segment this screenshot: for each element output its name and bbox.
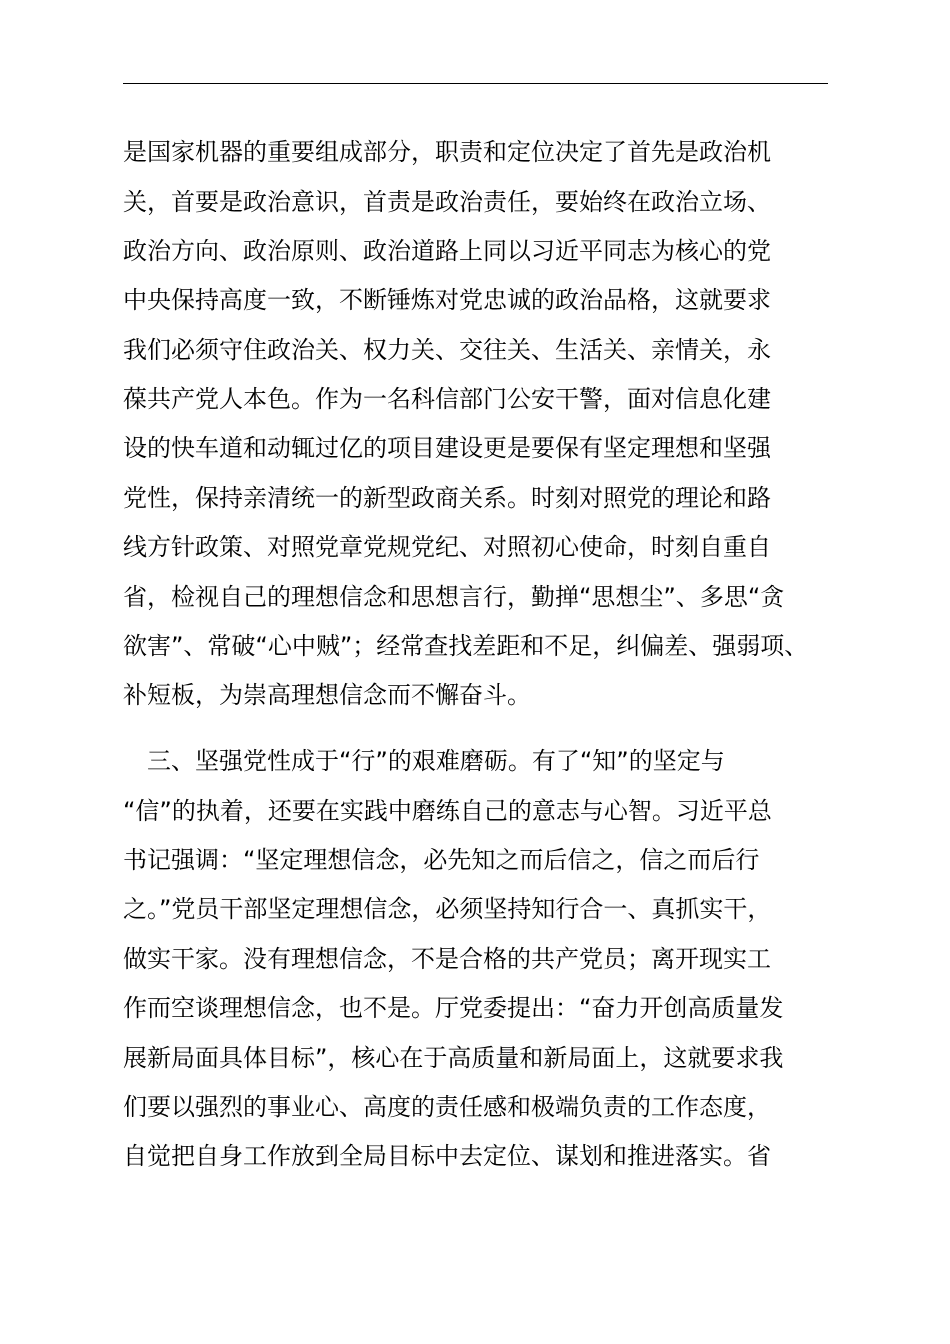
text-line: 们要以强烈的事业心、高度的责任感和极端负责的工作态度， (123, 1093, 771, 1121)
text-line: 是国家机器的重要组成部分，职责和定位决定了首先是政治机 (123, 138, 771, 166)
text-line: 省，检视自己的理想信念和思想言行，勤掸“思想尘”、多思“贪 (123, 583, 785, 611)
text-line: 自觉把自身工作放到全局目标中去定位、谋划和推进落实。省 (123, 1142, 771, 1170)
text-line: 中央保持高度一致，不断锤炼对党忠诚的政治品格，这就要求 (123, 286, 771, 314)
text-line: 关，首要是政治意识，首责是政治责任，要始终在政治立场、 (123, 188, 771, 216)
text-line: 书记强调：“坚定理想信念，必先知之而后信之，信之而后行 (123, 846, 760, 874)
text-line: 做实干家。没有理想信念，不是合格的共产党员；离开现实工 (123, 945, 771, 973)
text-line: 作而空谈理想信念，也不是。厅党委提出：“奋力开创高质量发 (123, 994, 784, 1022)
text-line: 欲害”、常破“心中贼”；经常查找差距和不足，纠偏差、强弱项、 (123, 632, 809, 660)
text-line: 三、坚强党性成于“行”的艰难磨砺。有了“知”的坚定与 (123, 747, 725, 775)
text-line: 线方针政策、对照党章党规党纪、对照初心使命，时刻自重自 (123, 533, 771, 561)
text-line: 之。”党员干部坚定理想信念，必须坚持知行合一、真抓实干， (123, 895, 772, 923)
text-line: 我们必须守住政治关、权力关、交往关、生活关、亲情关，永 (123, 336, 771, 364)
text-line: “信”的执着，还要在实践中磨练自己的意志与心智。习近平总 (123, 797, 772, 825)
text-line: 政治方向、政治原则、政治道路上同以习近平同志为核心的党 (123, 237, 771, 265)
text-line: 补短板，为崇高理想信念而不懈奋斗。 (123, 681, 531, 709)
text-line: 党性，保持亲清统一的新型政商关系。时刻对照党的理论和路 (123, 484, 771, 512)
text-line: 展新局面具体目标”，核心在于高质量和新局面上，这就要求我 (123, 1044, 784, 1072)
text-line: 葆共产党人本色。作为一名科信部门公安干警，面对信息化建 (123, 385, 771, 413)
header-rule (123, 83, 828, 84)
text-line: 设的快车道和动辄过亿的项目建设更是要保有坚定理想和坚强 (123, 434, 771, 462)
